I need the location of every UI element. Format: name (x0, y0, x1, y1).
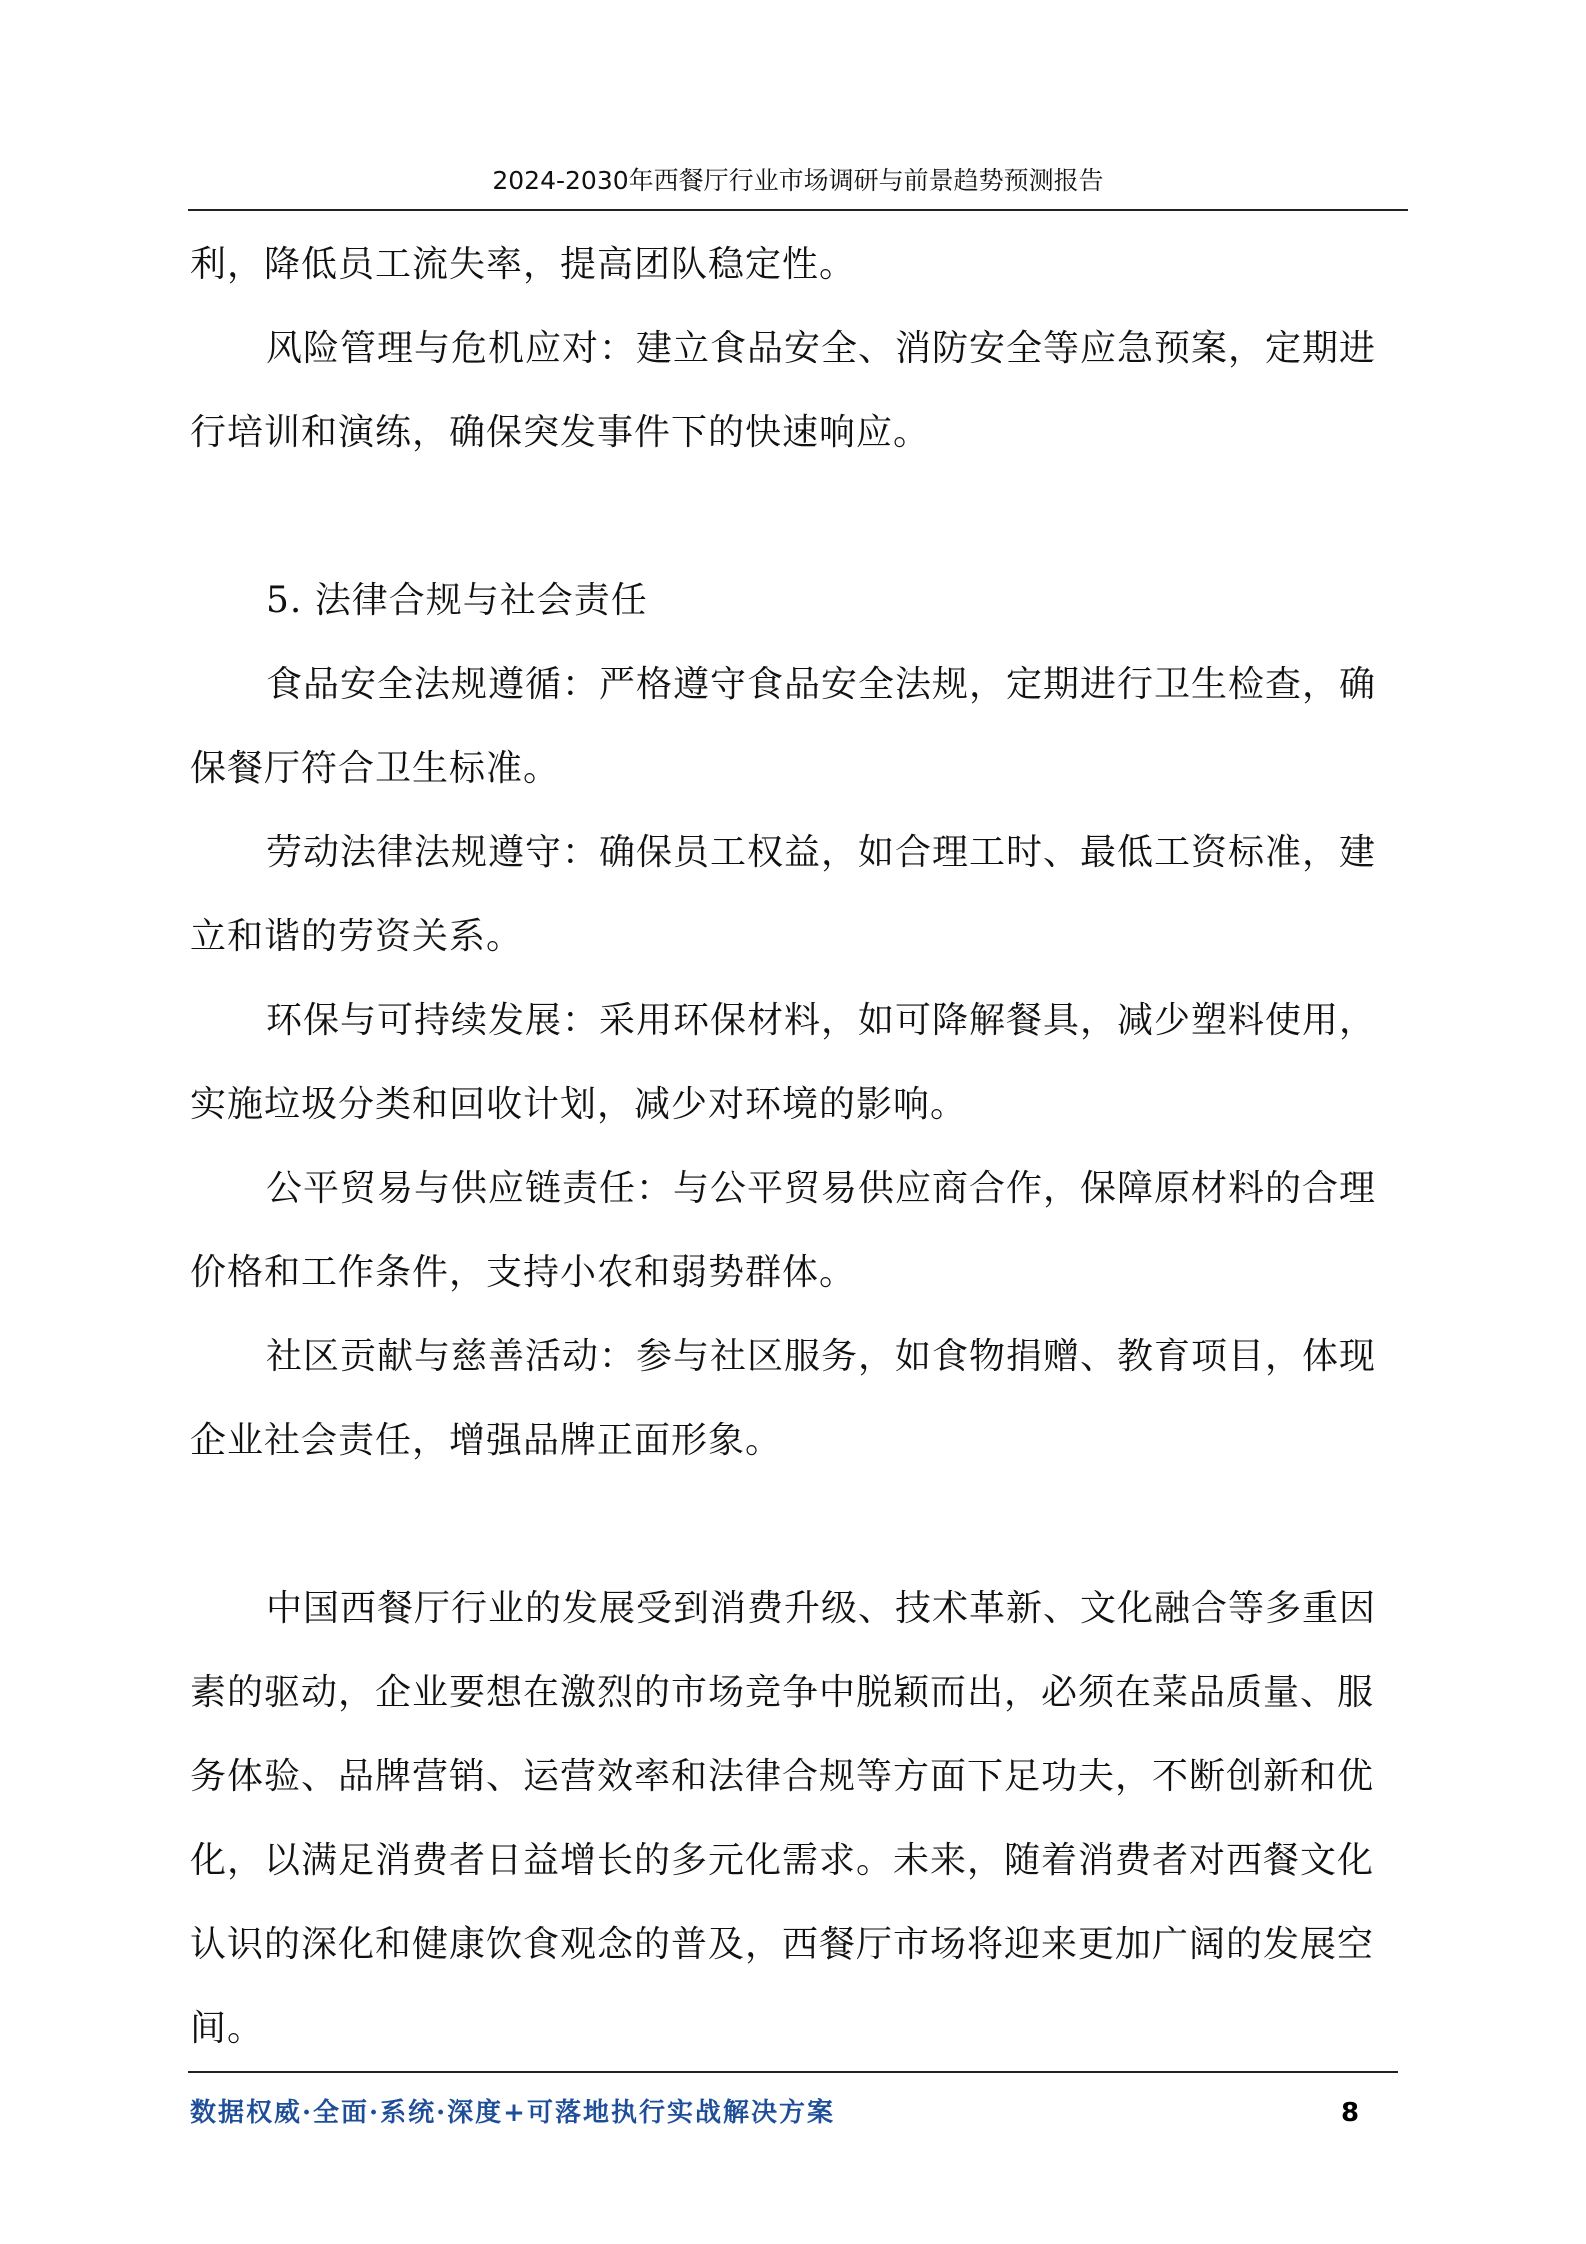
paragraph-food-safety: 食品安全法规遵循：严格遵守食品安全法规，定期进行卫生检查，确保餐厅符合卫生标准。 (190, 664, 1377, 789)
footer-slogan: 数据权威·全面·系统·深度+可落地执行实战解决方案 (190, 2098, 835, 2128)
paragraph-conclusion: 中国西餐厅行业的发展受到消费升级、技术革新、文化融合等多重因素的驱动，企业要想在激烈的市场竞争中脱颖而出，必须在菜品质量、服务体验、品牌营销、运营效率和法律合规等方面下足功夫，不断创新和优化，以满足消费者日益增长的多元化需求。未来，随着消费者对西餐文化认识的深化和健康饮食观念的普及，西餐厅市场将迎来更加广阔的发展空间。 (190, 1588, 1377, 2049)
paragraph-fair-trade: 公平贸易与供应链责任：与公平贸易供应商合作，保障原材料的合理价格和工作条件，支持小农和弱势群体。 (190, 1168, 1377, 1293)
page-header-title: 2024-2030年西餐厅行业市场调研与前景趋势预测报告 (492, 166, 1104, 195)
paragraph-community: 社区贡献与慈善活动：参与社区服务，如食物捐赠、教育项目，体现企业社会责任，增强品牌正面形象。 (190, 1336, 1377, 1461)
paragraph-continuation: 利，降低员工流失率，提高团队稳定性。 (190, 244, 857, 285)
paragraph-spacer (190, 475, 1390, 559)
footer-divider (188, 2071, 1398, 2073)
paragraph-risk-management: 风险管理与危机应对：建立食品安全、消防安全等应急预案，定期进行培训和演练，确保突发事件下的快速响应。 (190, 328, 1377, 453)
page-number: 8 (1340, 2098, 1360, 2128)
document-body (190, 223, 1390, 2071)
section-heading-legal-compliance: 5. 法律合规与社会责任 (266, 580, 648, 621)
paragraph-spacer (190, 1483, 1390, 1567)
header-divider (188, 209, 1408, 211)
paragraph-labor-law: 劳动法律法规遵守：确保员工权益，如合理工时、最低工资标准，建立和谐的劳资关系。 (190, 832, 1377, 957)
paragraph-environment: 环保与可持续发展：采用环保材料，如可降解餐具，减少塑料使用，实施垃圾分类和回收计划，减少对环境的影响。 (190, 1000, 1377, 1125)
